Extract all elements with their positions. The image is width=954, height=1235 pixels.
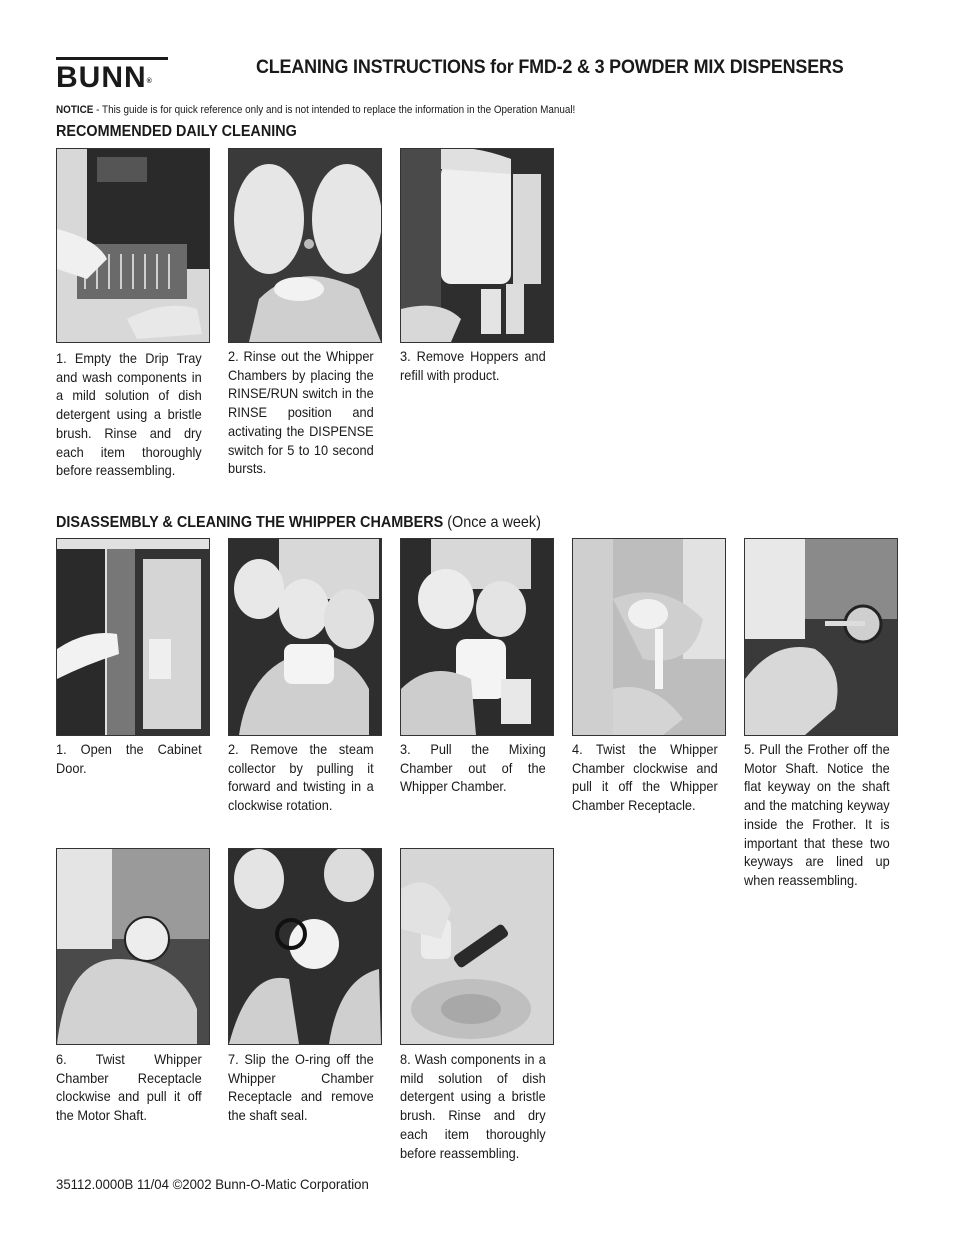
- weekly-step-3-caption: 3. Pull the Mixing Chamber out of the Whipper Chamber.: [400, 742, 546, 795]
- bunn-logo: [56, 57, 172, 94]
- weekly-step-5-caption: 5. Pull the Frother off the Motor Shaft. Notice the flat keyway on the shaft and the matching keyway inside the Frother. It is important that these two keyways are lined up when reassembling.: [744, 742, 890, 888]
- page-title: CLEANING INSTRUCTIONS for FMD-2 & 3 POWDER MIX DISPENSERS: [256, 56, 844, 78]
- daily-heading: RECOMMENDED DAILY CLEANING: [56, 123, 297, 140]
- cabinet-door-photo: [56, 538, 210, 736]
- weekly-heading: DISASSEMBLY & CLEANING THE WHIPPER CHAMBERS (Once a week): [56, 514, 541, 531]
- weekly-step-4-caption: 4. Twist the Whipper Chamber clockwise and pull it off the Whipper Chamber Receptacle.: [572, 742, 718, 814]
- hopper-photo: [400, 148, 554, 343]
- footer-doc-number: 35112.0000B 11/04 ©2002 Bunn-O-Matic Corporation: [56, 1176, 369, 1192]
- weekly-step-6-caption: 6. Twist Whipper Chamber Receptacle clockwise and pull it off the Motor Shaft.: [56, 1052, 202, 1124]
- logo-text: BUNN®: [56, 61, 153, 94]
- notice-text: - This guide is for quick reference only and is not intended to replace the information in the Operation Manual!: [93, 104, 576, 116]
- weekly-step-2-caption: 2. Remove the steam collector by pulling it forward and twisting in a clockwise rotation.: [228, 742, 374, 814]
- daily-step-3-caption: 3. Remove Hoppers and refill with product.: [400, 349, 546, 383]
- mixing-chamber-photo: [400, 538, 554, 736]
- drip-tray-photo: [56, 148, 210, 343]
- o-ring-photo: [228, 848, 382, 1045]
- notice: [56, 104, 575, 116]
- weekly-heading-suffix: (Once a week): [443, 514, 541, 531]
- weekly-step-7-caption: 7. Slip the O-ring off the Whipper Chamber Receptacle and remove the shaft seal.: [228, 1052, 374, 1124]
- whipper-chamber-twist-photo: [572, 538, 726, 736]
- weekly-step-1-caption: 1. Open the Cabinet Door.: [56, 742, 202, 776]
- whipper-chamber-photo: [228, 148, 382, 343]
- weekly-step-8-caption: 8. Wash components in a mild solution of dish detergent using a bristle brush. Rinse and dry each item thoroughly before reassembling.: [400, 1052, 546, 1161]
- receptacle-photo: [56, 848, 210, 1045]
- bristle-brush-photo: [400, 848, 554, 1045]
- frother-photo: [744, 538, 898, 736]
- notice-label: NOTICE: [56, 104, 94, 116]
- daily-step-2-caption: 2. Rinse out the Whipper Chambers by placing the RINSE/RUN switch in the RINSE position and activating the DISPENSE switch for 5 to 10 second bursts.: [228, 349, 374, 477]
- logo-bar: [56, 57, 168, 60]
- daily-step-1-caption: 1. Empty the Drip Tray and wash components in a mild solution of dish detergent using a bristle brush. Rinse and dry each item thoroughly before reassembling.: [56, 351, 202, 479]
- steam-collector-photo: [228, 538, 382, 736]
